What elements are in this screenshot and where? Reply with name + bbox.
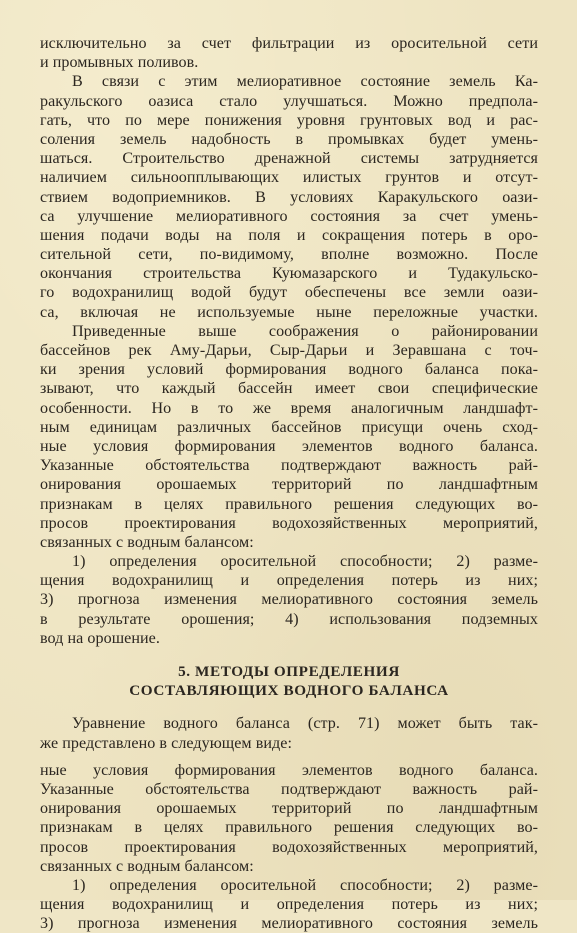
text-line: 3) прогноза изменения мелиоративного состояния земель [40, 591, 538, 609]
text-line: ные условия формирования элементов водного баланса. [40, 437, 538, 455]
text-line: 3) прогноза изменения мелиоративного состояния земель [40, 915, 538, 933]
text-line: просов проектирования водохозяйственных мероприятий, [40, 838, 538, 856]
text-line: онирования орошаемых территорий по ландшафтным [40, 800, 538, 818]
page-text [40, 34, 538, 933]
text-line: исключительно за счет фильтрации из оросительной сети [40, 35, 538, 52]
text-line: 1) определения оросительной способности; 2) разме- [72, 876, 538, 894]
text-line: са улучшение мелиоративного состояния за счет умень- [40, 207, 538, 225]
text-line: просов проектирования водохозяйственных мероприятий, [40, 514, 538, 532]
text-line: признакам в целях правильного решения следующих во- [40, 495, 538, 513]
text-line: и промывных поливов. [40, 54, 199, 72]
section-heading-line: 5. МЕТОДЫ ОПРЕДЕЛЕНИЯ [178, 663, 400, 680]
text-line: наличием сильноопплывающих илистых грунтов и отсут- [40, 169, 538, 187]
paragraph-3 [40, 322, 538, 552]
text-line: в результате орошения; 4) использования подземных [40, 610, 538, 628]
text-line: связанных с водным балансом: [40, 533, 254, 551]
text-line: зывают, что каждый бассейн имеет свои специфические [40, 380, 538, 398]
text-line: признакам в целях правильного решения следующих во- [40, 819, 538, 837]
text-line: ным единицам различных бассейнов присущи очень сход- [40, 418, 538, 436]
text-line: гать, что по мере понижения уровня грунтовых вод и рас- [40, 111, 538, 129]
text-line: Указанные обстоятельства подтверждают важность рай- [40, 780, 538, 798]
text-line: бассейнов рек Аму-Дарьи, Сыр-Дарьи и Зеравшана с точ- [40, 342, 538, 359]
text-line: го водохранилищ водой будут обеспечены все земли оази- [40, 284, 538, 302]
text-line: окончания строительства Куюмазарского и Тудакульско- [40, 265, 538, 283]
paragraph-2 [40, 72, 538, 321]
text-line: ракульского оазиса стало улучшаться. Можно предпола- [40, 92, 538, 110]
text-line: ствием водоприемников. В условиях Каракульского оази- [40, 188, 538, 206]
text-line: же представлено в следующем виде: [40, 734, 293, 752]
paragraph-1 [40, 34, 538, 72]
text-line: особенности. Но в то же время аналогичным ландшафт- [40, 399, 538, 417]
section-heading [40, 662, 538, 700]
paragraph-5 [40, 714, 538, 752]
text-line: В связи с этим мелиоративное состояние земель Ка- [72, 73, 538, 91]
text-line: вод на орошение. [40, 629, 160, 647]
text-line: Указанные обстоятельства подтверждают важность рай- [40, 457, 538, 475]
text-line: 1) определения оросительной способности; 2) разме- [72, 553, 538, 571]
text-line: ные условия формирования элементов водного баланса. [40, 761, 538, 779]
text-line: щения водохранилищ и определения потерь из них; [40, 896, 538, 914]
paragraph-4 [40, 552, 538, 648]
text-line: онирования орошаемых территорий по ландшафтным [40, 476, 538, 494]
text-line: Приведенные выше соображения о районировании [72, 322, 538, 340]
text-line: шаться. Строительство дренажной системы затрудняется [40, 150, 538, 168]
text-line: щения водохранилищ и определения потерь из них; [40, 572, 538, 590]
paragraph-7 [40, 876, 538, 933]
text-line: ки зрения условий формирования водного баланса пока- [40, 361, 538, 379]
text-line: Уравнение водного баланса (стр. 71) может быть так- [72, 715, 538, 733]
text-line: соления земель надобность в промывках будет умень- [40, 130, 538, 148]
text-line: шения подачи воды на поля и сокращения потерь в оро- [40, 226, 538, 244]
text-line: связанных с водным балансом: [40, 857, 254, 875]
paragraph-6 [40, 761, 538, 876]
section-heading-line: СОСТАВЛЯЮЩИХ ВОДНОГО БАЛАНСА [129, 682, 449, 700]
text-line: сительной сети, по-видимому, вполне возможно. После [40, 246, 538, 264]
text-line: са, включая не используемые ныне переложные участки. [40, 303, 538, 321]
